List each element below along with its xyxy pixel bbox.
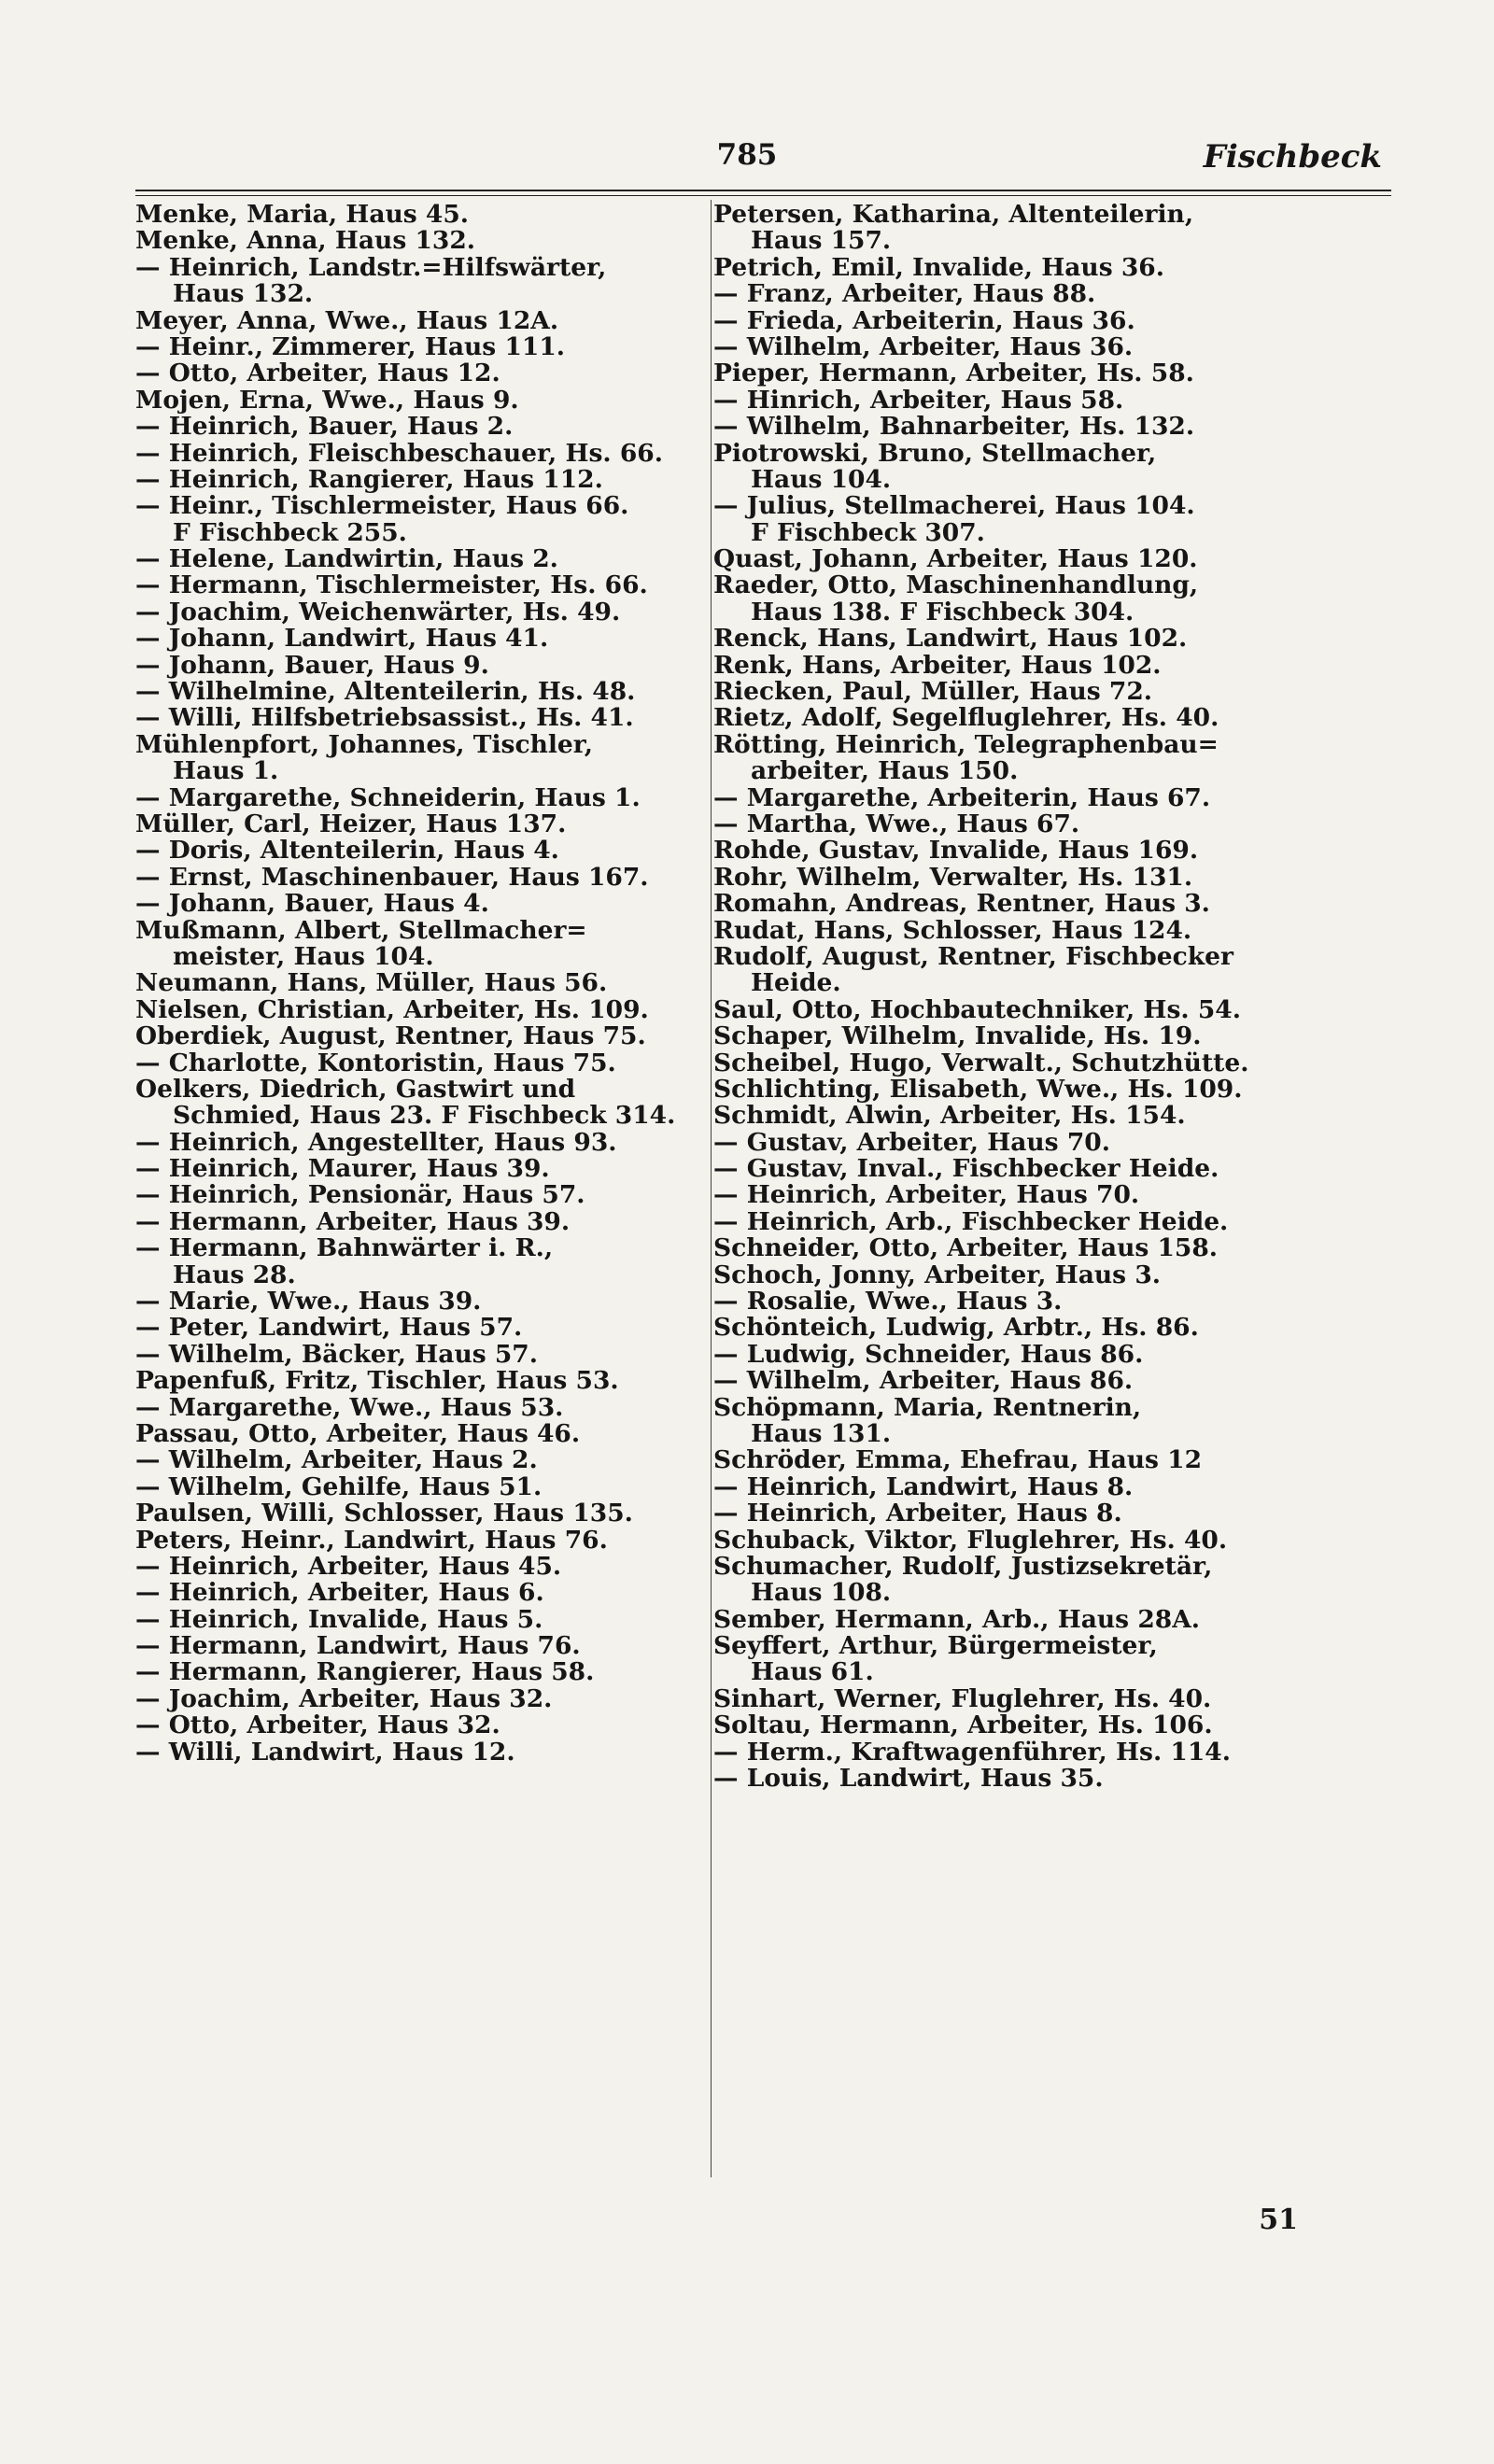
directory-entry: Renk, Hans, Arbeiter, Haus 102.: [713, 652, 1162, 680]
directory-entry: — Heinrich, Arbeiter, Haus 45.: [135, 1553, 562, 1581]
directory-entry: — Heinrich, Arbeiter, Haus 70.: [713, 1182, 1140, 1209]
directory-entry: Saul, Otto, Hochbautechniker, Hs. 54.: [713, 996, 1241, 1024]
directory-entry: Rudat, Hans, Schlosser, Haus 124.: [713, 917, 1192, 944]
directory-entry: Piotrowski, Bruno, Stellmacher,: [713, 440, 1157, 467]
directory-entry: Schröder, Emma, Ehefrau, Haus 12: [713, 1447, 1203, 1474]
directory-entry: Petrich, Emil, Invalide, Haus 36.: [713, 254, 1164, 282]
directory-entry: — Otto, Arbeiter, Haus 32.: [135, 1712, 500, 1739]
directory-entry: — Peter, Landwirt, Haus 57.: [135, 1315, 523, 1342]
directory-entry: — Wilhelm, Arbeiter, Haus 2.: [135, 1447, 538, 1474]
directory-entry: — Heinrich, Maurer, Haus 39.: [135, 1156, 550, 1183]
directory-entry: Haus 1.: [173, 758, 279, 785]
directory-entry: — Johann, Bauer, Haus 4.: [135, 891, 489, 918]
directory-entry: — Johann, Landwirt, Haus 41.: [135, 626, 549, 653]
header-rule: [135, 190, 1391, 191]
directory-entry: Haus 108.: [751, 1580, 892, 1607]
directory-entry: Oelkers, Diedrich, Gastwirt und: [135, 1076, 576, 1104]
directory-entry: — Martha, Wwe., Haus 67.: [713, 810, 1080, 838]
directory-entry: Schmied, Haus 23. F Fischbeck 314.: [173, 1103, 676, 1130]
directory-entry: — Heinrich, Bauer, Haus 2.: [135, 414, 514, 441]
directory-entry: — Margarethe, Schneiderin, Haus 1.: [135, 784, 641, 811]
directory-entry: Haus 104.: [751, 466, 892, 494]
directory-entry: — Hermann, Arbeiter, Haus 39.: [135, 1208, 571, 1236]
directory-entry: Schönteich, Ludwig, Arbtr., Hs. 86.: [713, 1315, 1199, 1342]
directory-entry: Schlichting, Elisabeth, Wwe., Hs. 109.: [713, 1076, 1243, 1104]
directory-entry: Schaper, Wilhelm, Invalide, Hs. 19.: [713, 1023, 1202, 1050]
page-number: 785: [716, 138, 778, 172]
column-divider: [711, 200, 712, 2177]
directory-entry: Haus 28.: [173, 1261, 296, 1289]
directory-entry: Rudolf, August, Rentner, Fischbecker: [713, 943, 1233, 971]
directory-entry: Haus 61.: [751, 1659, 874, 1686]
directory-entry: — Gustav, Inval., Fischbecker Heide.: [713, 1156, 1219, 1183]
directory-entry: Rohde, Gustav, Invalide, Haus 169.: [713, 838, 1199, 865]
directory-entry: — Willi, Landwirt, Haus 12.: [135, 1739, 515, 1767]
directory-entry: Petersen, Katharina, Altenteilerin,: [713, 202, 1194, 229]
directory-entry: — Wilhelm, Bahnarbeiter, Hs. 132.: [713, 414, 1195, 441]
directory-entry: — Louis, Landwirt, Haus 35.: [713, 1766, 1104, 1793]
directory-entry: Peters, Heinr., Landwirt, Haus 76.: [135, 1527, 608, 1554]
directory-entry: — Franz, Arbeiter, Haus 88.: [713, 281, 1096, 308]
directory-entry: — Gustav, Arbeiter, Haus 70.: [713, 1129, 1110, 1157]
directory-entry: — Herm., Kraftwagenführer, Hs. 114.: [713, 1739, 1231, 1767]
directory-entry: Seyffert, Arthur, Bürgermeister,: [713, 1633, 1158, 1660]
directory-entry: — Heinrich, Invalide, Haus 5.: [135, 1606, 543, 1634]
directory-entry: Meyer, Anna, Wwe., Haus 12A.: [135, 307, 559, 334]
directory-entry: Riecken, Paul, Müller, Haus 72.: [713, 679, 1152, 706]
directory-entry: Sinhart, Werner, Fluglehrer, Hs. 40.: [713, 1685, 1212, 1713]
directory-entry: — Heinrich, Arbeiter, Haus 8.: [713, 1500, 1122, 1528]
directory-entry: Schöpmann, Maria, Rentnerin,: [713, 1394, 1142, 1421]
directory-entry: Mojen, Erna, Wwe., Haus 9.: [135, 387, 519, 415]
directory-entry: Mußmann, Albert, Stellmacher=: [135, 917, 587, 944]
directory-entry: Haus 131.: [751, 1420, 892, 1448]
directory-entry: — Heinrich, Fleischbeschauer, Hs. 66.: [135, 440, 663, 467]
directory-entry: — Margarethe, Wwe., Haus 53.: [135, 1394, 564, 1421]
directory-entry: Pieper, Hermann, Arbeiter, Hs. 58.: [713, 360, 1194, 387]
directory-entry: — Hermann, Landwirt, Haus 76.: [135, 1633, 581, 1660]
directory-entry: arbeiter, Haus 150.: [751, 758, 1019, 785]
directory-entry: Menke, Maria, Haus 45.: [135, 202, 470, 229]
directory-entry: meister, Haus 104.: [173, 943, 434, 971]
directory-entry: F Fischbeck 307.: [751, 519, 985, 547]
directory-entry: Schuback, Viktor, Fluglehrer, Hs. 40.: [713, 1527, 1228, 1554]
directory-entry: Renck, Hans, Landwirt, Haus 102.: [713, 626, 1188, 653]
header-rule-thin: [135, 195, 1391, 196]
directory-entry: Schneider, Otto, Arbeiter, Haus 158.: [713, 1235, 1219, 1262]
directory-entry: F Fischbeck 255.: [173, 519, 407, 547]
directory-entry: Heide.: [751, 970, 841, 997]
directory-entry: — Willi, Hilfsbetriebsassist., Hs. 41.: [135, 705, 634, 732]
directory-entry: — Hermann, Bahnwärter i. R.,: [135, 1235, 554, 1262]
directory-entry: — Heinrich, Angestellter, Haus 93.: [135, 1129, 617, 1157]
directory-entry: Scheibel, Hugo, Verwalt., Schutzhütte.: [713, 1049, 1249, 1077]
directory-entry: Haus 138. F Fischbeck 304.: [751, 598, 1135, 627]
directory-entry: Raeder, Otto, Maschinenhandlung,: [713, 572, 1199, 599]
directory-entry: — Heinrich, Arb., Fischbecker Heide.: [713, 1208, 1229, 1236]
directory-entry: Haus 157.: [751, 228, 892, 255]
directory-entry: Paulsen, Willi, Schlosser, Haus 135.: [135, 1500, 633, 1528]
directory-entry: Haus 132.: [173, 281, 314, 308]
directory-entry: Papenfuß, Fritz, Tischler, Haus 53.: [135, 1368, 619, 1395]
directory-entry: Neumann, Hans, Müller, Haus 56.: [135, 970, 608, 997]
directory-entry: Schumacher, Rudolf, Justizsekretär,: [713, 1553, 1213, 1581]
directory-entry: Sember, Hermann, Arb., Haus 28A.: [713, 1606, 1200, 1634]
place-heading: Fischbeck: [1203, 138, 1382, 176]
directory-entry: — Heinrich, Landstr.=Hilfswärter,: [135, 254, 607, 282]
directory-entry: — Wilhelmine, Altenteilerin, Hs. 48.: [135, 679, 636, 706]
directory-entry: — Heinr., Tischlermeister, Haus 66.: [135, 493, 629, 520]
directory-entry: — Frieda, Arbeiterin, Haus 36.: [713, 307, 1135, 334]
directory-entry: — Margarethe, Arbeiterin, Haus 67.: [713, 784, 1211, 811]
directory-entry: Rohr, Wilhelm, Verwalter, Hs. 131.: [713, 864, 1193, 892]
directory-entry: — Hermann, Rangierer, Haus 58.: [135, 1659, 595, 1686]
directory-entry: — Joachim, Arbeiter, Haus 32.: [135, 1685, 553, 1713]
directory-entry: — Doris, Altenteilerin, Haus 4.: [135, 838, 559, 865]
directory-entry: — Ernst, Maschinenbauer, Haus 167.: [135, 864, 649, 892]
directory-entry: — Heinrich, Rangierer, Haus 112.: [135, 466, 603, 494]
directory-entry: Rietz, Adolf, Segelfluglehrer, Hs. 40.: [713, 705, 1219, 732]
directory-entry: — Wilhelm, Gehilfe, Haus 51.: [135, 1473, 543, 1501]
directory-entry: — Joachim, Weichenwärter, Hs. 49.: [135, 598, 621, 627]
directory-entry: — Julius, Stellmacherei, Haus 104.: [713, 493, 1195, 520]
right-column: [713, 202, 1298, 1792]
directory-entry: Schoch, Jonny, Arbeiter, Haus 3.: [713, 1261, 1161, 1289]
directory-entry: — Hermann, Tischlermeister, Hs. 66.: [135, 572, 648, 599]
directory-entry: — Wilhelm, Arbeiter, Haus 86.: [713, 1368, 1134, 1395]
directory-entry: Menke, Anna, Haus 132.: [135, 228, 476, 255]
directory-entry: Romahn, Andreas, Rentner, Haus 3.: [713, 891, 1210, 918]
directory-entry: — Otto, Arbeiter, Haus 12.: [135, 360, 500, 387]
directory-entry: Rötting, Heinrich, Telegraphenbau=: [713, 731, 1219, 759]
directory-entry: — Charlotte, Kontoristin, Haus 75.: [135, 1049, 616, 1077]
directory-entry: — Wilhelm, Arbeiter, Haus 36.: [713, 333, 1134, 361]
directory-entry: — Heinrich, Pensionär, Haus 57.: [135, 1182, 585, 1209]
sheet-number: 51: [1259, 2204, 1298, 2236]
directory-entry: — Hinrich, Arbeiter, Haus 58.: [713, 387, 1124, 415]
directory-entry: Quast, Johann, Arbeiter, Haus 120.: [713, 546, 1198, 573]
directory-entry: — Marie, Wwe., Haus 39.: [135, 1288, 482, 1316]
directory-entry: Soltau, Hermann, Arbeiter, Hs. 106.: [713, 1712, 1213, 1739]
directory-entry: — Johann, Bauer, Haus 9.: [135, 652, 489, 680]
left-column: [135, 202, 710, 1766]
page-header: [112, 138, 1382, 183]
directory-entry: Mühlenpfort, Johannes, Tischler,: [135, 731, 594, 759]
directory-entry: — Heinr., Zimmerer, Haus 111.: [135, 333, 565, 361]
directory-entry: Passau, Otto, Arbeiter, Haus 46.: [135, 1420, 581, 1448]
directory-entry: — Rosalie, Wwe., Haus 3.: [713, 1288, 1063, 1316]
directory-entry: Nielsen, Christian, Arbeiter, Hs. 109.: [135, 996, 649, 1024]
directory-entry: — Heinrich, Arbeiter, Haus 6.: [135, 1580, 544, 1607]
directory-entry: Oberdiek, August, Rentner, Haus 75.: [135, 1023, 646, 1050]
directory-entry: Müller, Carl, Heizer, Haus 137.: [135, 810, 567, 838]
directory-entry: — Heinrich, Landwirt, Haus 8.: [713, 1473, 1134, 1501]
directory-entry: — Ludwig, Schneider, Haus 86.: [713, 1341, 1144, 1369]
directory-entry: — Helene, Landwirtin, Haus 2.: [135, 546, 558, 573]
directory-entry: Schmidt, Alwin, Arbeiter, Hs. 154.: [713, 1103, 1186, 1130]
directory-entry: — Wilhelm, Bäcker, Haus 57.: [135, 1341, 538, 1369]
